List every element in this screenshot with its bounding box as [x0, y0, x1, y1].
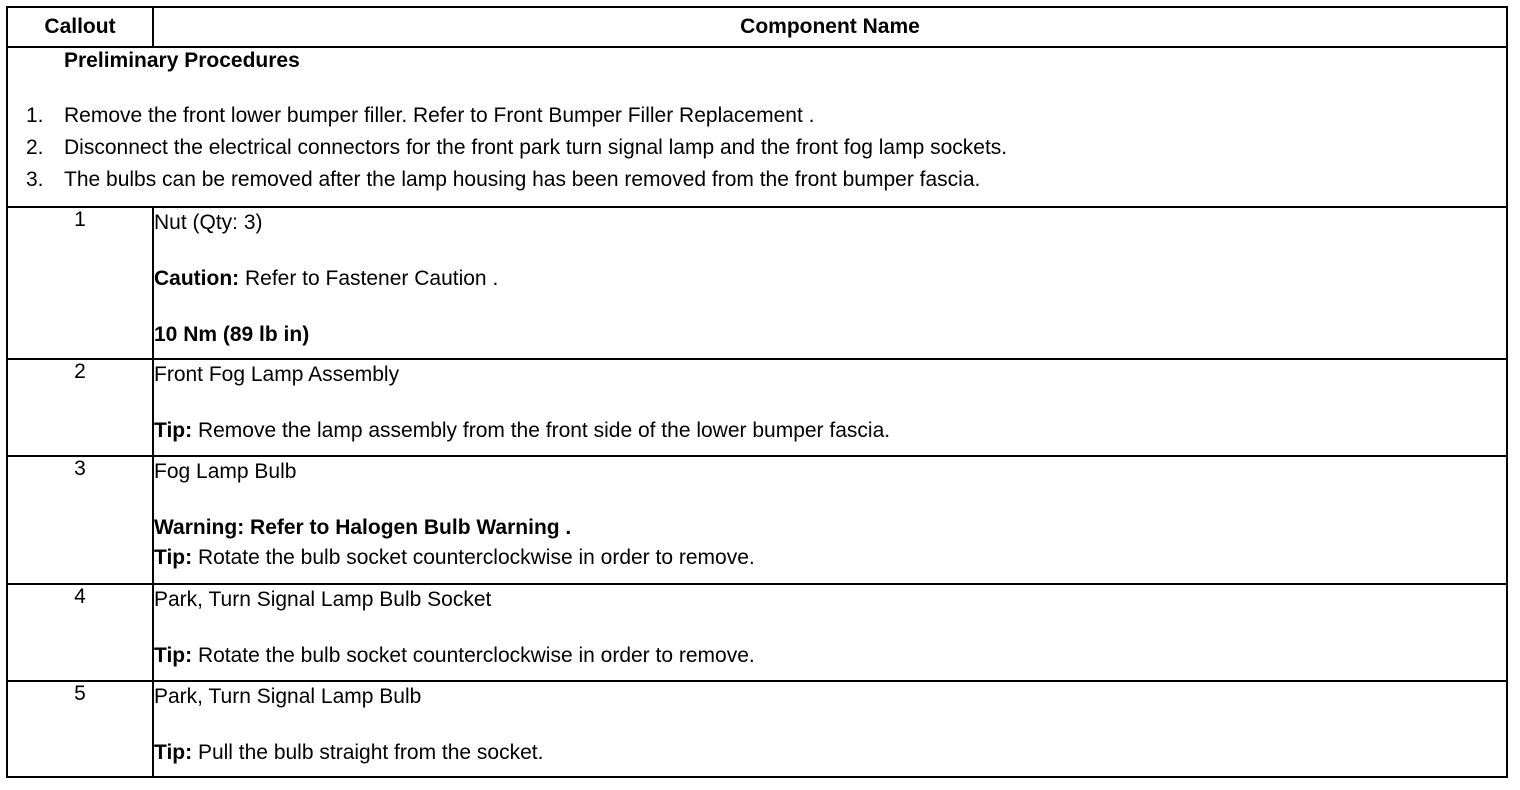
callout-cell: 2	[7, 359, 153, 456]
callout-cell: 3	[7, 456, 153, 584]
table-row	[7, 359, 1507, 456]
preliminary-row	[7, 47, 1507, 207]
step-number: 3.	[26, 168, 44, 191]
preliminary-cell	[7, 47, 1507, 207]
component-cell	[153, 359, 1507, 456]
component-cell	[153, 681, 1507, 777]
component-cell	[153, 456, 1507, 584]
component-name: Fog Lamp Bulb	[154, 460, 297, 483]
component-name-column-header: Component Name	[153, 7, 1507, 47]
component-name: Park, Turn Signal Lamp Bulb Socket	[154, 588, 492, 611]
table-row	[7, 681, 1507, 777]
tip-label: Tip:	[154, 546, 193, 569]
step-text: The bulbs can be removed after the lamp housing has been removed from the front bumper fascia.	[64, 168, 981, 191]
tip-note	[154, 641, 1506, 671]
preliminary-steps-list	[8, 100, 1506, 196]
tip-note	[154, 738, 1506, 768]
tip-label: Tip:	[154, 741, 193, 764]
step-text: Remove the front lower bumper filler. Refer to Front Bumper Filler Replacement .	[64, 104, 815, 127]
tip-text: Pull the bulb straight from the socket.	[192, 741, 544, 764]
torque-spec: 10 Nm (89 lb in)	[154, 323, 310, 346]
caution-note	[154, 264, 1506, 294]
callout-column-header: Callout	[7, 7, 153, 47]
tip-text: Rotate the bulb socket counterclockwise in order to remove.	[192, 644, 755, 667]
tip-text: Rotate the bulb socket counterclockwise in order to remove.	[192, 546, 755, 569]
component-cell	[153, 207, 1507, 359]
caution-label: Caution:	[154, 267, 240, 290]
step-text: Disconnect the electrical connectors for the front park turn signal lamp and the front fog lamp sockets.	[64, 136, 1008, 159]
tip-label: Tip:	[154, 419, 193, 442]
component-name: Front Fog Lamp Assembly	[154, 363, 400, 386]
table-row	[7, 456, 1507, 584]
component-table	[6, 6, 1508, 778]
step-number: 1.	[26, 104, 44, 127]
tip-label: Tip:	[154, 644, 193, 667]
warning-note: Warning: Refer to Halogen Bulb Warning .	[154, 516, 572, 539]
caution-text: Refer to Fastener Caution .	[239, 267, 499, 290]
step-number: 2.	[26, 136, 44, 159]
callout-cell: 4	[7, 584, 153, 681]
component-name: Nut (Qty: 3)	[154, 211, 263, 234]
preliminary-step	[8, 164, 1506, 196]
table-header-row	[7, 7, 1507, 47]
tip-note	[154, 416, 1506, 446]
component-name: Park, Turn Signal Lamp Bulb	[154, 685, 422, 708]
tip-note	[154, 543, 1506, 573]
table-row	[7, 584, 1507, 681]
table-row	[7, 207, 1507, 359]
preliminary-title: Preliminary Procedures	[64, 49, 300, 72]
preliminary-step	[8, 100, 1506, 132]
tip-text: Remove the lamp assembly from the front side of the lower bumper fascia.	[192, 419, 891, 442]
preliminary-step	[8, 132, 1506, 164]
component-cell	[153, 584, 1507, 681]
callout-cell: 1	[7, 207, 153, 359]
callout-cell: 5	[7, 681, 153, 777]
